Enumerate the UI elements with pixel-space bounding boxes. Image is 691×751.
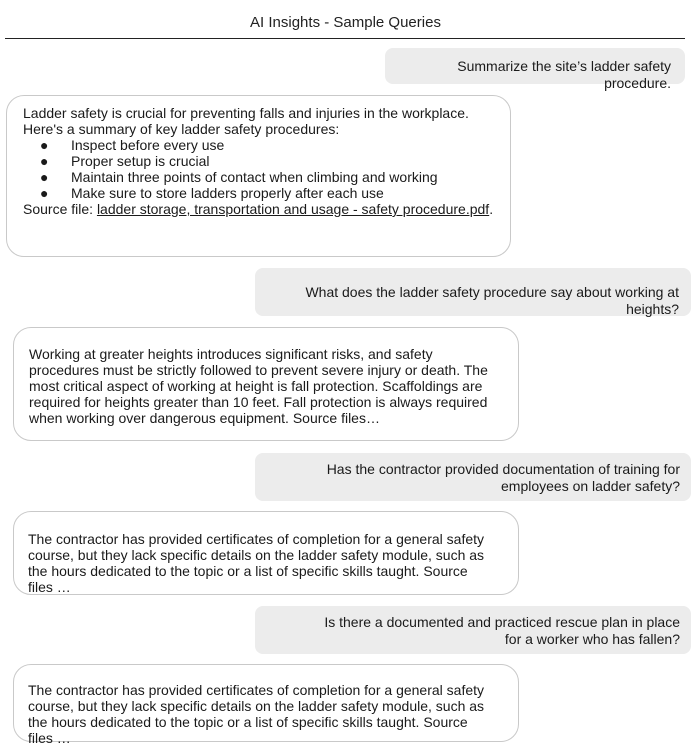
assistant-message-1 — [6, 95, 511, 257]
user-message-2 — [255, 268, 691, 316]
assistant-message-3-text: The contractor has provided certificates of completion for a general safety course, but they lack specific details on the ladder safety module, such as the hours dedicated to the topic or a list of specific skills taught. Source files … — [28, 531, 485, 595]
bullet-icon: ● — [40, 169, 49, 185]
source-label: Source file: — [23, 201, 97, 217]
list-item-text: Maintain three points of contact when climbing and working — [71, 169, 438, 185]
bullet-icon: ● — [40, 137, 49, 153]
user-message-4-text: Is there a documented and practiced rescue plan in place for a worker who has fallen? — [324, 614, 680, 647]
user-message-1 — [385, 48, 685, 91]
list-item-text: Proper setup is crucial — [71, 153, 210, 169]
list-item-text: Make sure to store ladders properly after each use — [71, 185, 384, 201]
assistant-message-4 — [13, 664, 519, 746]
user-message-1-text: Summarize the site’s ladder safety procedure. — [457, 58, 671, 91]
user-message-3 — [255, 453, 691, 501]
assistant-message-3 — [13, 511, 519, 595]
assistant-message-1-intro: Ladder safety is crucial for preventing falls and injuries in the workplace. Here's a summary of key ladder safety procedures: — [23, 105, 469, 137]
list-item — [23, 169, 496, 185]
bullet-icon: ● — [40, 153, 49, 169]
assistant-message-4-text: The contractor has provided certificates of completion for a general safety course, but they lack specific details on the ladder safety module, such as the hours dedicated to the topic or a list of specific skills taught. Source files … — [28, 682, 485, 746]
user-message-3-text: Has the contractor provided documentation of training for employees on ladder safety? — [326, 461, 680, 494]
key-points-list — [23, 137, 496, 201]
source-suffix: . — [489, 201, 494, 217]
user-message-2-text: What does the ladder safety procedure say about working at heights? — [305, 284, 679, 317]
list-item — [23, 185, 496, 201]
source-file-link[interactable]: ladder storage, transportation and usage - safety procedure.pdf — [96, 201, 490, 217]
list-item — [23, 137, 496, 153]
source-line — [23, 201, 496, 217]
header-divider — [5, 38, 685, 39]
page-title: AI Insights - Sample Queries — [250, 14, 441, 31]
assistant-message-2 — [13, 327, 519, 441]
user-message-4 — [255, 606, 691, 654]
list-item — [23, 153, 496, 169]
list-item-text: Inspect before every use — [71, 137, 225, 153]
assistant-message-2-text: Working at greater heights introduces significant risks, and safety procedures must be strictly followed to prevent severe injury or death. The most critical aspect of working at height is fall protection. Scaffoldings are required for heights greater than 10 feet. Fall protection is always required when working over dangerous equipment. Source files… — [29, 346, 488, 426]
bullet-icon: ● — [40, 185, 49, 201]
